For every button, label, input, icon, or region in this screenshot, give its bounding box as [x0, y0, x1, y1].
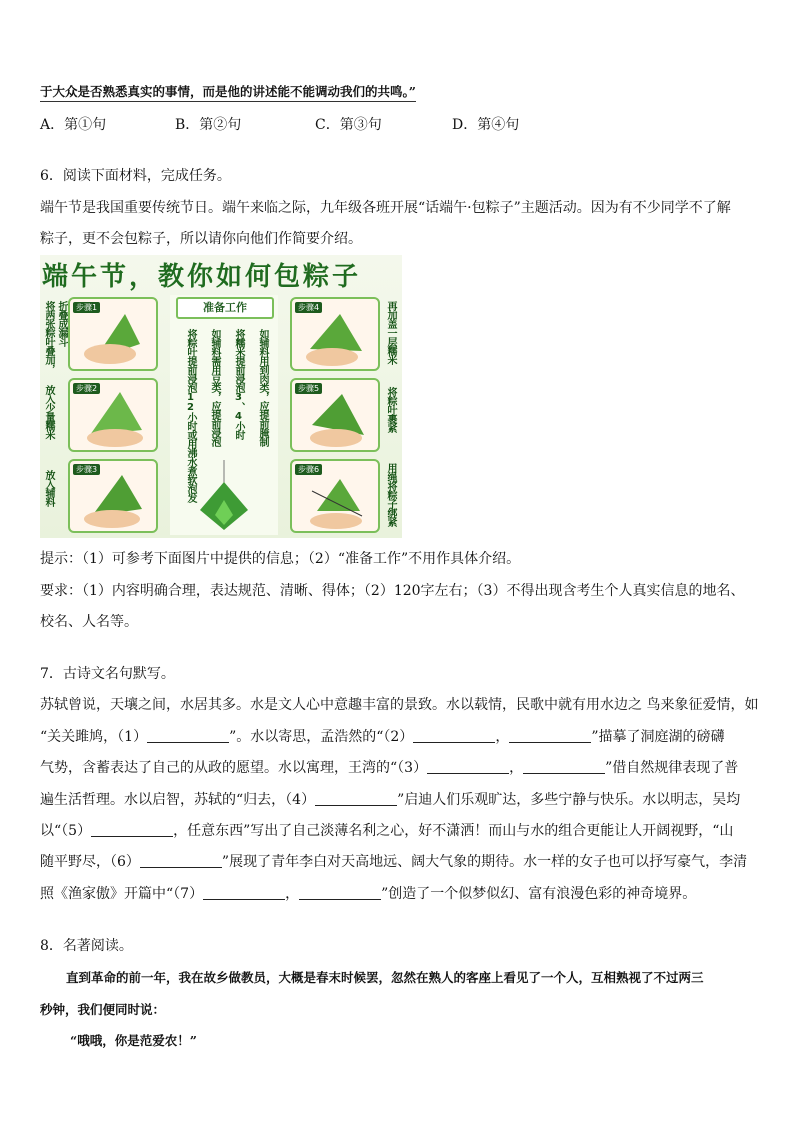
- step-2-panel: [68, 378, 158, 452]
- blank-4[interactable]: [315, 791, 397, 806]
- q7-heading: 7．古诗文名句默写。: [40, 666, 175, 682]
- step-4-tag: 步骤4: [295, 302, 322, 313]
- q7-text: ”描摹了洞庭湖的磅礴: [591, 729, 725, 745]
- q6-req-line1: 要求：（1）内容明确合理，表达规范、清晰、得体；（2）120字左右；（3）不得出现含考生个人真实信息的地名、: [40, 583, 745, 599]
- q7-text: ”。水以寄思，孟浩然的“（2）: [229, 729, 414, 745]
- prep-work-box: [170, 295, 278, 535]
- q8-heading: 8．名著阅读。: [40, 938, 133, 954]
- q6-hint: 提示：（1）可参考下面图片中提供的信息；（2）“准备工作”不用作具体介绍。: [40, 551, 521, 567]
- step-3-panel: [68, 459, 158, 533]
- step-2-tag: 步骤2: [73, 383, 100, 394]
- step-1-tag: 步骤1: [73, 302, 100, 313]
- q7-line6: [40, 852, 747, 872]
- option-a: A．第①句: [40, 117, 107, 133]
- blank-2a[interactable]: [413, 728, 495, 743]
- q7-line5: [40, 821, 733, 841]
- q7-line2: [40, 727, 724, 747]
- step-6-panel: [290, 459, 380, 533]
- q7-text: 照《渔家傲》开篇中“（7）: [40, 886, 204, 902]
- q7-text: ”启迪人们乐观旷达，多些宁静与快乐。水以明志，吴均: [397, 792, 741, 808]
- blank-7b[interactable]: [299, 885, 381, 900]
- step-3-tag: 步骤3: [73, 464, 100, 475]
- q7-line1: 苏轼曾说，天壤之间，水居其多。水是文人心中意趣丰富的景致。水以载情，民歌中就有用水边之 鸟来象征爱情，如: [40, 697, 759, 713]
- prep-col-3: 将糯米提前浸泡3、4小时: [233, 329, 244, 439]
- q6-para-line2: 粽子，更不会包粽子，所以请你向他们作简要介绍。: [40, 231, 362, 247]
- q7-text: ”借自然规律表现了普: [605, 760, 739, 776]
- blank-3b[interactable]: [523, 759, 605, 774]
- q7-text: ，: [495, 729, 510, 745]
- q7-line7: [40, 884, 696, 904]
- blank-5[interactable]: [91, 822, 173, 837]
- q7-text: ”展现了青年李白对天高地远、阔大气象的期待。水一样的女子也可以抒写豪气，李清: [221, 854, 748, 870]
- blank-6[interactable]: [140, 853, 222, 868]
- blank-7a[interactable]: [203, 885, 285, 900]
- blank-1[interactable]: [147, 728, 229, 743]
- prep-col-4: 如辅料用到肉类，应提前腌制: [257, 329, 268, 446]
- poster-side-left-1: 将两张粽叶叠加，: [43, 301, 54, 373]
- q8-excerpt-line3: “哦哦，你是范爱农！”: [70, 1033, 197, 1048]
- step-2-side-text: 放入少量糯米: [43, 385, 54, 439]
- step-4-side-text: 再加盖一层糯米: [385, 301, 396, 364]
- step-5-tag: 步骤5: [295, 383, 322, 394]
- zongzi-bundle-icon: [170, 460, 278, 538]
- step-6-side-text: 用绳将粽子绑紧: [385, 463, 396, 526]
- poster-title: 端午节，教你如何包粽子: [42, 262, 362, 292]
- q7-text: 以“（5）: [40, 823, 92, 839]
- q7-text: ，任意东西”写出了自己淡薄名利之心，好不潇洒！而山与水的组合更能让人开阔视野，“山: [173, 823, 734, 839]
- q6-para-line1: 端午节是我国重要传统节日。端午来临之际，九年级各班开展“话端午·包粽子”主题活动。因为有不少同学不了解: [40, 200, 731, 216]
- q7-text: ，: [285, 886, 300, 902]
- step-3-side-text: 放入辅料: [43, 470, 54, 506]
- prep-col-1: 将粽叶提前浸泡12小时或用沸水煮软泡发: [185, 329, 196, 502]
- step-5-side-text: 将粽叶裹紧: [385, 387, 396, 432]
- blank-3a[interactable]: [427, 759, 509, 774]
- zongzi-poster: [40, 255, 402, 538]
- q6-req-line2: 校名、人名等。: [40, 614, 138, 630]
- q7-text: ，: [509, 760, 524, 776]
- step-1-panel: [68, 297, 158, 371]
- q8-excerpt-line2: 秒钟，我们便同时说：: [40, 1002, 166, 1017]
- q6-heading: 6．阅读下面材料，完成任务。: [40, 168, 231, 184]
- q7-text: 随平野尽，（6）: [40, 854, 140, 870]
- poster-side-left-2: 折叠成漏斗: [56, 301, 67, 346]
- step-6-tag: 步骤6: [295, 464, 322, 475]
- quote-line: 于大众是否熟悉真实的事情，而是他的讲述能不能调动我们的共鸣。”: [40, 82, 416, 102]
- q7-text: 遍生活哲理。水以启智，苏轼的“归去，（4）: [40, 792, 316, 808]
- q7-text: ”创造了一个似梦似幻、富有浪漫色彩的神奇境界。: [381, 886, 697, 902]
- step-5-panel: [290, 378, 380, 452]
- prep-title: 准备工作: [176, 297, 274, 319]
- option-d: D．第④句: [452, 117, 520, 133]
- q7-line3: [40, 758, 738, 778]
- blank-2b[interactable]: [509, 728, 591, 743]
- q7-line4: [40, 790, 740, 810]
- q7-text: 气势，含蓄表达了自己的从政的愿望。水以寓理，王湾的“（3）: [40, 760, 428, 776]
- q8-excerpt-line1: 直到革命的前一年，我在故乡做教员，大概是春末时候罢，忽然在熟人的客座上看见了一个人，互相熟视了不过两三: [66, 970, 704, 985]
- step-4-panel: [290, 297, 380, 371]
- option-c: C．第③句: [315, 117, 382, 133]
- prep-col-2: 如辅料需用豆类，应提前浸泡: [209, 329, 220, 446]
- option-b: B．第②句: [175, 117, 242, 133]
- q7-text: “关关雎鸠，（1）: [40, 729, 148, 745]
